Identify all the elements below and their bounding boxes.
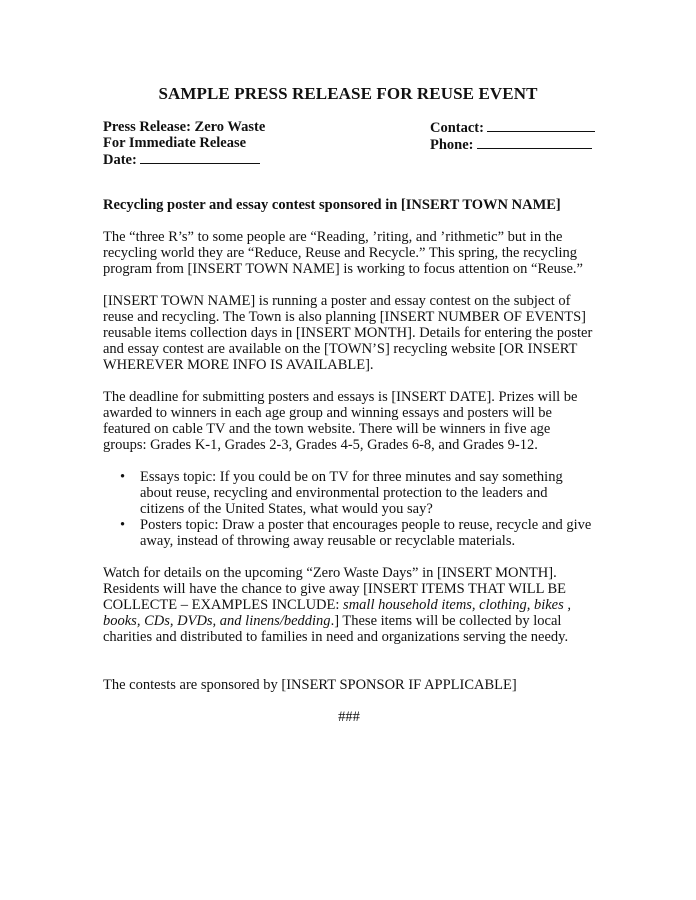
paragraph-intro: The “three R’s” to some people are “Reading, ’riting, and ’rithmetic” but in the recycling world they are “Reduce, Reuse and Recycle.” This spring, the recycling program from [INSERT TOWN NAME] is working to focus attention on “Reuse.”	[103, 229, 583, 277]
list-item-posters	[103, 517, 595, 549]
date-label: Date:	[103, 152, 137, 168]
page-title: SAMPLE PRESS RELEASE FOR REUSE EVENT	[158, 84, 538, 103]
date-blank-field	[140, 151, 260, 164]
contact-blank-field	[487, 119, 595, 132]
phone-blank-field	[477, 136, 592, 149]
paragraph-deadline: The deadline for submitting posters and essays is [INSERT DATE]. Prizes will be awarded to winners in each age group and winning essays and posters will be featured on cable TV and the town website. There will be winners in five age groups: Grades K-1, Grades 2-3, Grades 4-5, Grades 6-8, and Grades 9-12.	[103, 389, 578, 453]
zero-waste-text-start: Watch for details on the upcoming “Zero Waste Days” in [INSERT MONTH]. Residents will have the chance to give away [INSERT ITEMS THAT WILL BE COLLECTE – EXAMPLES INCLUDE:	[103, 565, 567, 613]
date-line	[103, 151, 265, 168]
topics-list	[103, 469, 595, 549]
header-left-block	[103, 119, 265, 168]
list-item-essays	[103, 469, 595, 517]
release-type-line: For Immediate Release	[103, 135, 247, 151]
bullet-icon: •	[120, 517, 126, 533]
press-release-line: Press Release: Zero Waste	[103, 119, 266, 135]
paragraph-contest: [INSERT TOWN NAME] is running a poster and essay contest on the subject of reuse and recycling. The Town is also planning [INSERT NUMBER OF EVENTS] reusable items collection days in [INSERT MONTH]. Details for entering the poster and essay contest are available on the [TOWN’S] recycling website [OR INSERT WHEREVER MORE INFO IS AVAILABLE].	[103, 293, 593, 373]
sponsor-line: The contests are sponsored by [INSERT SPONSOR IF APPLICABLE]	[103, 677, 517, 693]
phone-label: Phone:	[430, 137, 474, 153]
contact-label: Contact:	[430, 120, 484, 136]
end-mark: ###	[338, 709, 360, 725]
zero-waste-text-end: .] These items will be collected by local charities and distributed to families in need and organizations serving the needy.	[103, 613, 569, 645]
contact-line	[430, 119, 595, 136]
paragraph-zero-waste	[103, 565, 595, 645]
phone-line	[430, 136, 595, 153]
header-right-block	[430, 119, 595, 153]
subheading: Recycling poster and essay contest sponsored in [INSERT TOWN NAME]	[103, 197, 561, 213]
document-body	[103, 197, 595, 725]
list-item-text: Essays topic: If you could be on TV for three minutes and say something about reuse, recycling and environmental protection to the leaders and citizens of the United States, what would you say?	[140, 469, 563, 517]
bullet-icon: •	[120, 469, 126, 485]
zero-waste-examples: small household items, clothing, bikes , books, CDs, DVDs, and linens/bedding	[103, 597, 571, 629]
list-item-text: Posters topic: Draw a poster that encourages people to reuse, recycle and give away, instead of throwing away reusable or recyclable materials.	[140, 517, 592, 549]
